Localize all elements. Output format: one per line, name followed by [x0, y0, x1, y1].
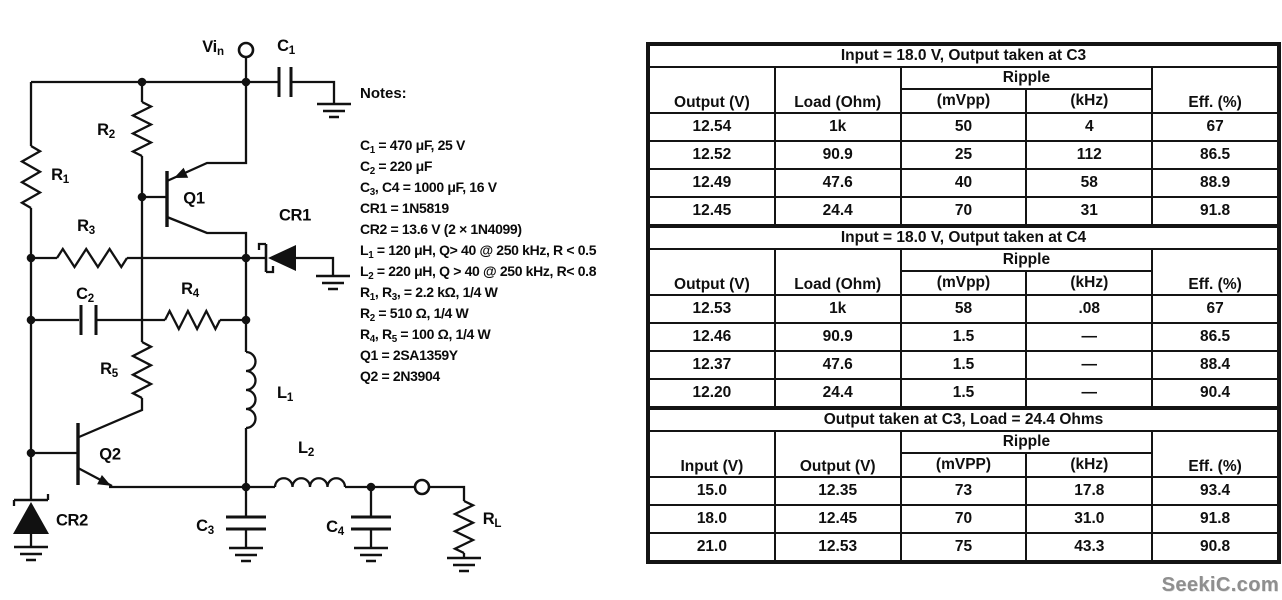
table-cell: 12.53: [775, 533, 901, 561]
table-row: [649, 351, 1278, 379]
capacitor-c3: [226, 517, 266, 529]
column-header: Load (Ohm): [775, 67, 901, 113]
table-cell: 58: [1026, 169, 1152, 197]
component-label-r5: $R_5$: [100, 359, 118, 381]
table-title: Input = 18.0 V, Output taken at C4: [649, 227, 1278, 249]
table-cell: 1.5: [901, 351, 1027, 379]
resistor-r4: [165, 311, 220, 329]
table-row: [649, 477, 1278, 505]
column-header: (kHz): [1026, 89, 1152, 113]
note-line-12: Q2 = 2N3904: [360, 368, 440, 384]
table-cell: 12.35: [775, 477, 901, 505]
table-cell: 86.5: [1152, 141, 1278, 169]
table-cell: —: [1026, 379, 1152, 407]
table-cell: 1.5: [901, 379, 1027, 407]
column-header: Eff. (%): [1152, 67, 1278, 113]
component-label-cr2: CR2: [55, 511, 89, 530]
component-label-l2: $L_2$: [298, 438, 314, 460]
table-cell: 1k: [775, 295, 901, 323]
component-label-rl: $R_L$: [482, 509, 502, 531]
resistor-r5: [133, 342, 151, 398]
note-line-2: $C_2 = 220$ μF: [360, 158, 433, 177]
component-label-q2: Q2: [99, 445, 121, 464]
column-header: (mVpp): [901, 89, 1027, 113]
column-header: Output (V): [649, 249, 775, 295]
table-row: [649, 533, 1278, 561]
table-cell: 50: [901, 113, 1027, 141]
notes-list: [360, 135, 596, 387]
results-table-1: [648, 44, 1279, 226]
capacitor-c4: [351, 517, 391, 529]
note-line-5: CR2 = 13.6 V (2 × 1N4099): [360, 221, 522, 237]
table-cell: 12.20: [649, 379, 775, 407]
table-cell: 12.37: [649, 351, 775, 379]
component-label-q1: Q1: [183, 189, 205, 208]
table-cell: 17.8: [1026, 477, 1152, 505]
table-cell: 40: [901, 169, 1027, 197]
resistor-r1: [22, 146, 40, 208]
table-cell: 1.5: [901, 323, 1027, 351]
table-cell: 90.9: [775, 323, 901, 351]
table-cell: 75: [901, 533, 1027, 561]
table-cell: 70: [901, 505, 1027, 533]
column-header: (mVPP): [901, 453, 1027, 477]
component-label-vin: $Vi_n$: [202, 37, 224, 59]
component-label-c2: $C_2$: [76, 284, 94, 306]
table-cell: 90.9: [775, 141, 901, 169]
note-line-3: $C_3$, C4 = 1000 μF, 16 V: [360, 179, 497, 198]
note-line-1: $C_1 = 470$ μF, 25 V: [360, 137, 465, 156]
column-header: (mVpp): [901, 271, 1027, 295]
table-cell: 91.8: [1152, 197, 1278, 225]
table-row: [649, 505, 1278, 533]
note-line-11: Q1 = 2SA1359Y: [360, 347, 458, 363]
table-cell: 88.4: [1152, 351, 1278, 379]
inductor-l2: [275, 478, 345, 487]
component-label-r4: $R_4$: [181, 279, 199, 301]
table-cell: 12.49: [649, 169, 775, 197]
table-cell: 12.52: [649, 141, 775, 169]
capacitor-c1: [279, 67, 291, 97]
capacitor-c2: [81, 305, 96, 335]
table-cell: 73: [901, 477, 1027, 505]
column-header: Ripple: [901, 249, 1153, 271]
component-label-r3: $R_3$: [77, 216, 95, 238]
table-cell: 86.5: [1152, 323, 1278, 351]
note-line-10: $R_4$, $R_5 = 100$ Ω, 1/4 W: [360, 326, 491, 345]
column-header: Ripple: [901, 431, 1153, 453]
results-table-2: [648, 226, 1279, 408]
table-cell: 12.54: [649, 113, 775, 141]
table-title: Input = 18.0 V, Output taken at C3: [649, 45, 1278, 67]
component-label-c3: $C_3$: [196, 516, 214, 538]
table-cell: 91.8: [1152, 505, 1278, 533]
table-cell: —: [1026, 323, 1152, 351]
table-title: Output taken at C3, Load = 24.4 Ohms: [649, 409, 1278, 431]
output-terminal: [415, 480, 429, 494]
table-cell: 21.0: [649, 533, 775, 561]
component-label-c4: $C_4$: [326, 517, 344, 539]
note-line-8: $R_1$, $R_3$, = 2.2 kΩ, 1/4 W: [360, 284, 498, 303]
table-cell: 31.0: [1026, 505, 1152, 533]
table-cell: 4: [1026, 113, 1152, 141]
note-line-4: CR1 = 1N5819: [360, 200, 449, 216]
table-cell: 67: [1152, 295, 1278, 323]
table-cell: 25: [901, 141, 1027, 169]
column-header: Load (Ohm): [775, 249, 901, 295]
column-header: Output (V): [649, 67, 775, 113]
table-cell: 90.8: [1152, 533, 1278, 561]
table-cell: 47.6: [775, 169, 901, 197]
table-cell: 24.4: [775, 197, 901, 225]
table-cell: 24.4: [775, 379, 901, 407]
table-row: [649, 197, 1278, 225]
table-row: [649, 379, 1278, 407]
table-cell: —: [1026, 351, 1152, 379]
column-header: Eff. (%): [1152, 249, 1278, 295]
column-header: Eff. (%): [1152, 431, 1278, 477]
table-row: [649, 141, 1278, 169]
table-row: [649, 113, 1278, 141]
resistor-rl: [455, 501, 473, 553]
column-header: Output (V): [775, 431, 901, 477]
table-cell: 58: [901, 295, 1027, 323]
component-label-c1: $C_1$: [277, 36, 295, 58]
q2-emitter-arrow-icon: [97, 475, 111, 486]
table-cell: 15.0: [649, 477, 775, 505]
inductor-l1: [246, 352, 256, 428]
component-label-l1: $L_1$: [277, 383, 293, 405]
table-cell: 12.46: [649, 323, 775, 351]
table-row: [649, 295, 1278, 323]
component-label-cr1: CR1: [278, 206, 312, 225]
table-cell: 12.45: [775, 505, 901, 533]
table-cell: 47.6: [775, 351, 901, 379]
resistor-r2: [133, 102, 151, 156]
table-cell: 88.9: [1152, 169, 1278, 197]
table-cell: 90.4: [1152, 379, 1278, 407]
component-label-r2: $R_2$: [97, 120, 115, 142]
notes-block: [360, 85, 596, 387]
table-row: [649, 323, 1278, 351]
table-cell: 112: [1026, 141, 1152, 169]
table-cell: 1k: [775, 113, 901, 141]
resistor-r3: [57, 249, 127, 267]
table-cell: 31: [1026, 197, 1152, 225]
table-cell: 12.45: [649, 197, 775, 225]
table-cell: 12.53: [649, 295, 775, 323]
results-table-3: [648, 408, 1279, 562]
note-line-7: $L_2 = 220$ μH, Q > 40 @ 250 kHz, R< 0.8: [360, 263, 597, 282]
table-cell: 70: [901, 197, 1027, 225]
column-header: (kHz): [1026, 453, 1152, 477]
column-header: (kHz): [1026, 271, 1152, 295]
column-header: Ripple: [901, 67, 1153, 89]
column-header: Input (V): [649, 431, 775, 477]
table-cell: 18.0: [649, 505, 775, 533]
watermark: SeekiC.com: [1161, 574, 1279, 596]
note-line-6: $L_1 = 120$ μH, Q> 40 @ 250 kHz, R < 0.5: [360, 242, 597, 261]
results-tables: [646, 42, 1281, 564]
vin-terminal: [239, 43, 253, 57]
note-line-9: $R_2 = 510$ Ω, 1/4 W: [360, 305, 469, 324]
table-cell: 43.3: [1026, 533, 1152, 561]
table-cell: .08: [1026, 295, 1152, 323]
table-row: [649, 169, 1278, 197]
diode-cr2: [13, 494, 49, 534]
notes-title: Notes:: [360, 85, 407, 102]
table-cell: 93.4: [1152, 477, 1278, 505]
table-cell: 67: [1152, 113, 1278, 141]
component-label-r1: $R_1$: [51, 165, 69, 187]
